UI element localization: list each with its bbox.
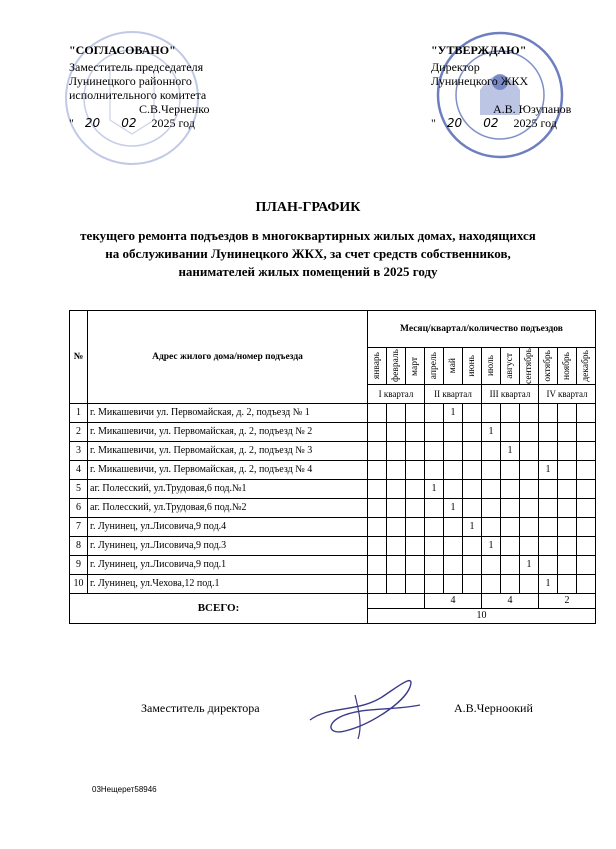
quarter-total [368, 593, 425, 608]
table-row [70, 555, 596, 574]
month-cell [368, 460, 387, 479]
month-cell [482, 460, 501, 479]
month-cell [444, 441, 463, 460]
month-cell [425, 536, 444, 555]
month-cell [368, 574, 387, 593]
month-cell [425, 460, 444, 479]
table-row [70, 574, 596, 593]
month-cell [425, 498, 444, 517]
month-cell [558, 403, 577, 422]
month-cell [482, 574, 501, 593]
month-cell [406, 574, 425, 593]
month-label: июнь [467, 355, 477, 377]
document-title: ПЛАН-ГРАФИК [255, 200, 361, 215]
month-cell [463, 403, 482, 422]
left-approval-date [69, 117, 195, 130]
month-cell [520, 536, 539, 555]
month-cell [463, 479, 482, 498]
month-header [482, 348, 501, 385]
month-label: сентябрь [524, 348, 534, 384]
month-cell [463, 422, 482, 441]
right-date-month: 02 [483, 116, 499, 130]
row-number: 10 [70, 574, 88, 593]
month-cell [463, 536, 482, 555]
month-cell [425, 555, 444, 574]
month-cell [558, 555, 577, 574]
month-cell [387, 441, 406, 460]
month-cell [463, 498, 482, 517]
month-cell [482, 498, 501, 517]
month-cell [501, 479, 520, 498]
month-cell [368, 498, 387, 517]
month-cell [387, 498, 406, 517]
month-cell [368, 536, 387, 555]
month-cell [520, 422, 539, 441]
month-cell [406, 517, 425, 536]
month-cell [577, 517, 596, 536]
month-header [368, 348, 387, 385]
month-cell [425, 517, 444, 536]
month-cell [406, 441, 425, 460]
table-row [70, 441, 596, 460]
col-no-header: № [70, 311, 88, 404]
month-cell [368, 422, 387, 441]
row-number: 1 [70, 403, 88, 422]
row-address: аг. Полесский, ул.Трудовая,6 под.№2 [88, 498, 368, 517]
left-approval-line3: исполнительного комитета [69, 88, 207, 102]
quarter-header: III квартал [482, 384, 539, 403]
month-cell: 1 [501, 441, 520, 460]
month-cell [520, 460, 539, 479]
month-cell [463, 574, 482, 593]
left-approval-heading: "СОГЛАСОВАНО" [69, 43, 176, 57]
month-cell [539, 536, 558, 555]
month-cell [501, 403, 520, 422]
month-cell [520, 403, 539, 422]
month-cell [577, 536, 596, 555]
month-cell [406, 403, 425, 422]
footer-note: 03Нещерет58946 [92, 785, 157, 794]
month-cell: 1 [482, 536, 501, 555]
month-cell [387, 517, 406, 536]
left-approval-signer: С.В.Черненко [139, 102, 210, 116]
document-subtitle-3: нанимателей жилых помещений в 2025 году [178, 264, 438, 279]
quarter-header: II квартал [425, 384, 482, 403]
month-header [520, 348, 539, 385]
table-row [70, 479, 596, 498]
month-header [539, 348, 558, 385]
month-cell [520, 517, 539, 536]
month-header [387, 348, 406, 385]
month-cell: 1 [539, 574, 558, 593]
month-label: август [505, 353, 515, 379]
right-date-year: 2025 год [513, 116, 557, 130]
row-address: г. Лунинец, ул.Лисовича,9 под.1 [88, 555, 368, 574]
month-header [425, 348, 444, 385]
month-cell [577, 441, 596, 460]
left-date-month: 02 [121, 116, 137, 130]
right-approval-line2: Лунинецкого ЖКХ [431, 74, 529, 88]
month-cell [501, 422, 520, 441]
month-cell [425, 441, 444, 460]
month-cell [463, 555, 482, 574]
month-cell [463, 441, 482, 460]
quarter-total: 4 [425, 593, 482, 608]
month-cell [539, 498, 558, 517]
row-address: г. Микашевичи, ул. Первомайская, д. 2, подъезд № 4 [88, 460, 368, 479]
month-cell [406, 422, 425, 441]
right-date-day: 20 [446, 116, 463, 130]
row-number: 6 [70, 498, 88, 517]
month-label: май [448, 358, 458, 374]
month-header [558, 348, 577, 385]
right-date-quote: " [431, 116, 436, 130]
month-cell [444, 479, 463, 498]
month-cell: 1 [539, 460, 558, 479]
month-label: апрель [429, 352, 439, 380]
row-address: аг. Полесский, ул.Трудовая,6 под.№1 [88, 479, 368, 498]
row-address: г. Микашевичи, ул. Первомайская, д. 2, подъезд № 3 [88, 441, 368, 460]
month-cell [368, 441, 387, 460]
month-cell: 1 [520, 555, 539, 574]
row-address: г. Лунинец, ул.Лисовича,9 под.3 [88, 536, 368, 555]
footer-name: А.В.Черноокий [454, 701, 533, 715]
month-cell [501, 517, 520, 536]
total-label: ВСЕГО: [70, 593, 368, 623]
table-row [70, 517, 596, 536]
month-cell [539, 555, 558, 574]
row-number: 5 [70, 479, 88, 498]
row-address: г. Лунинец, ул.Лисовича,9 под.4 [88, 517, 368, 536]
month-cell [425, 422, 444, 441]
col-group-header: Месяц/квартал/количество подъездов [368, 311, 596, 348]
right-approval-line1: Директор [431, 60, 480, 74]
document-subtitle-2: на обслуживании Лунинецкого ЖКХ, за счет средств собственников, [105, 246, 511, 261]
month-header [463, 348, 482, 385]
month-cell [501, 574, 520, 593]
month-cell [482, 555, 501, 574]
month-label: январь [372, 352, 382, 380]
month-cell [558, 479, 577, 498]
footer-position: Заместитель директора [141, 701, 260, 715]
month-cell [387, 536, 406, 555]
month-cell [406, 555, 425, 574]
month-label: декабрь [581, 350, 591, 382]
month-header [501, 348, 520, 385]
month-header [444, 348, 463, 385]
month-cell: 1 [444, 403, 463, 422]
month-cell [406, 498, 425, 517]
month-cell [387, 422, 406, 441]
right-approval-heading: "УТВЕРЖДАЮ" [431, 43, 527, 57]
month-cell [387, 460, 406, 479]
month-label: июль [486, 355, 496, 377]
table-row [70, 422, 596, 441]
month-cell [387, 574, 406, 593]
month-cell [444, 460, 463, 479]
month-label: февраль [391, 349, 401, 383]
row-number: 9 [70, 555, 88, 574]
month-cell [539, 441, 558, 460]
row-address: г. Микашевичи ул. Первомайская, д. 2, подъезд № 1 [88, 403, 368, 422]
month-cell [501, 460, 520, 479]
month-header [406, 348, 425, 385]
month-cell [368, 555, 387, 574]
month-cell: 1 [425, 479, 444, 498]
month-cell [558, 536, 577, 555]
month-cell [444, 517, 463, 536]
month-cell [482, 517, 501, 536]
table-row [70, 536, 596, 555]
month-cell [501, 498, 520, 517]
month-cell [406, 460, 425, 479]
month-cell [558, 517, 577, 536]
quarter-header: IV квартал [539, 384, 596, 403]
month-label: октябрь [543, 350, 553, 382]
month-cell [482, 403, 501, 422]
row-number: 8 [70, 536, 88, 555]
month-cell [539, 479, 558, 498]
month-label: ноябрь [562, 352, 572, 380]
month-cell [501, 555, 520, 574]
month-cell [520, 498, 539, 517]
left-date-quote: " [69, 116, 74, 130]
right-approval-signer: А.В. Юзупанов [493, 102, 572, 116]
total-row [70, 593, 596, 608]
row-address: г. Лунинец, ул.Чехова,12 под.1 [88, 574, 368, 593]
month-cell [577, 479, 596, 498]
month-cell [558, 441, 577, 460]
month-cell [539, 403, 558, 422]
month-cell [520, 479, 539, 498]
month-cell [539, 517, 558, 536]
month-cell [577, 460, 596, 479]
row-number: 4 [70, 460, 88, 479]
plan-table [69, 310, 596, 624]
month-cell [406, 479, 425, 498]
quarter-header: I квартал [368, 384, 425, 403]
month-cell [368, 403, 387, 422]
month-cell [368, 479, 387, 498]
month-cell [387, 403, 406, 422]
row-number: 2 [70, 422, 88, 441]
left-approval-line1: Заместитель председателя [69, 60, 204, 74]
month-header [577, 348, 596, 385]
left-approval-line2: Лунинецкого районного [69, 74, 192, 88]
col-address-header: Адрес жилого дома/номер подъезда [88, 311, 368, 404]
month-cell [539, 422, 558, 441]
month-cell [387, 479, 406, 498]
table-row [70, 460, 596, 479]
month-cell: 1 [482, 422, 501, 441]
grand-total: 10 [368, 608, 596, 623]
month-cell [444, 555, 463, 574]
signature-icon [300, 665, 430, 745]
quarter-total: 4 [482, 593, 539, 608]
month-cell [577, 555, 596, 574]
month-cell [577, 574, 596, 593]
row-number: 3 [70, 441, 88, 460]
row-number: 7 [70, 517, 88, 536]
month-cell [558, 460, 577, 479]
month-cell [444, 574, 463, 593]
month-label: март [410, 356, 420, 376]
month-cell [501, 536, 520, 555]
month-cell [577, 498, 596, 517]
month-cell [520, 574, 539, 593]
row-address: г. Микашевичи, ул. Первомайская, д. 2, подъезд № 2 [88, 422, 368, 441]
month-cell [558, 422, 577, 441]
month-cell [387, 555, 406, 574]
table-row [70, 403, 596, 422]
month-cell [577, 403, 596, 422]
month-cell [425, 403, 444, 422]
month-cell: 1 [444, 498, 463, 517]
month-cell [444, 422, 463, 441]
month-cell [482, 441, 501, 460]
month-cell [482, 479, 501, 498]
month-cell [368, 517, 387, 536]
table-row [70, 498, 596, 517]
quarter-total: 2 [539, 593, 596, 608]
left-date-year: 2025 год [151, 116, 195, 130]
month-cell [406, 536, 425, 555]
month-cell [444, 536, 463, 555]
month-cell [558, 574, 577, 593]
month-cell [425, 574, 444, 593]
document-subtitle-1: текущего ремонта подъездов в многоквартирных жилых домах, находящихся [80, 228, 536, 243]
month-cell [558, 498, 577, 517]
right-approval-date [431, 117, 557, 130]
month-cell [463, 460, 482, 479]
left-date-day: 20 [84, 116, 101, 130]
month-cell [520, 441, 539, 460]
month-cell: 1 [463, 517, 482, 536]
month-cell [577, 422, 596, 441]
